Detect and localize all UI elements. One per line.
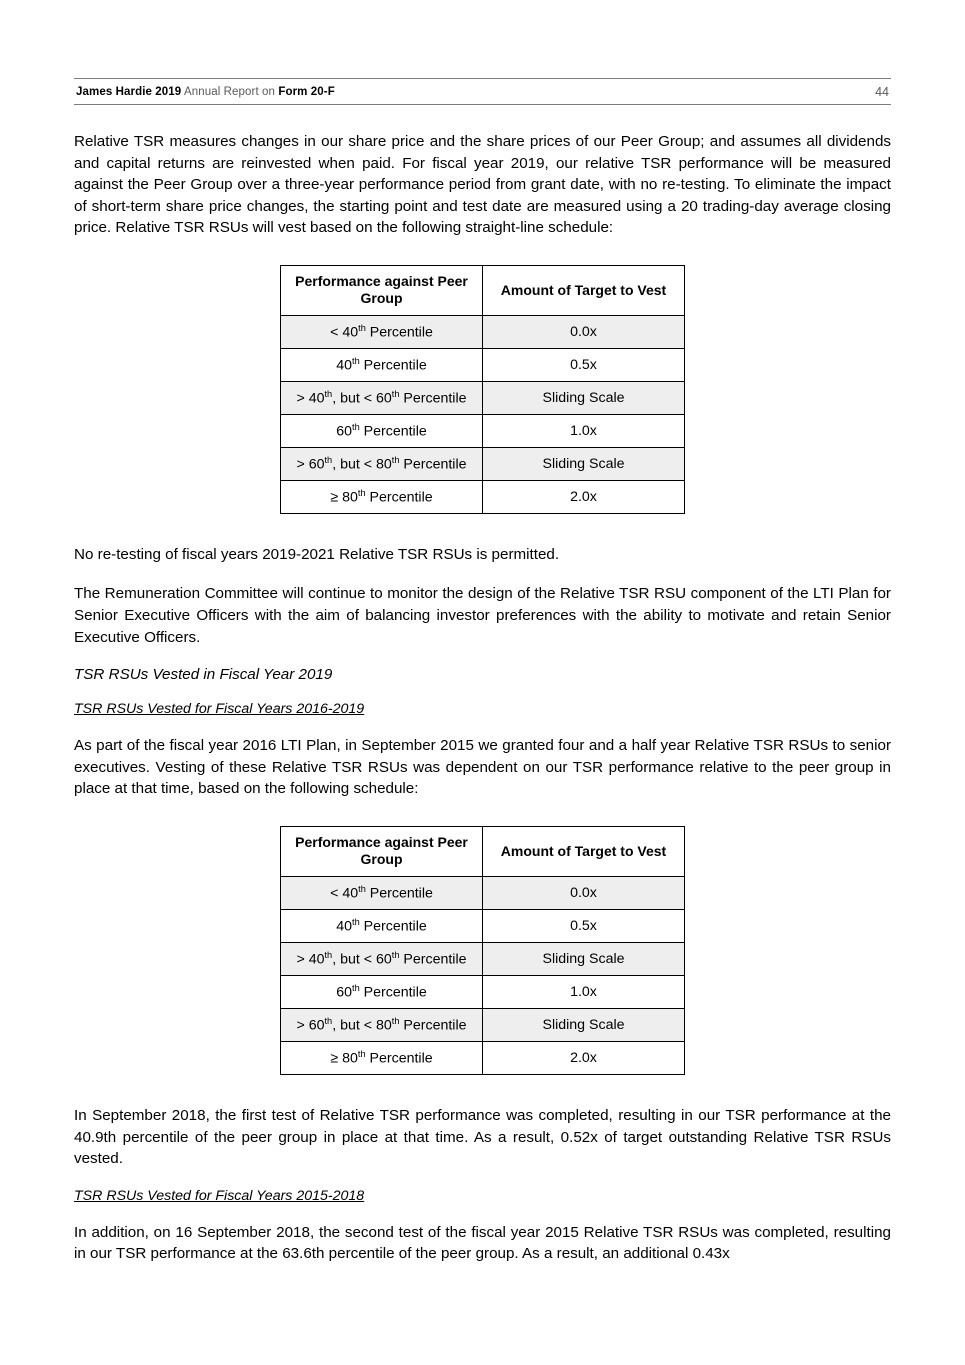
header-document-title	[76, 86, 335, 98]
table-row	[281, 975, 685, 1008]
table-row	[281, 447, 685, 480]
table-row	[281, 414, 685, 447]
cell-vest-amount: 0.0x	[483, 315, 685, 348]
cell-performance: < 40th Percentile	[281, 315, 483, 348]
subheading-vested-2016-2019: TSR RSUs Vested for Fiscal Years 2016-2019	[74, 701, 365, 718]
cell-performance: 40th Percentile	[281, 909, 483, 942]
header-form-label: Form 20-F	[278, 86, 335, 98]
col-header-performance: Performance against Peer Group	[281, 265, 483, 315]
cell-performance: < 40th Percentile	[281, 876, 483, 909]
cell-performance: > 40th, but < 60th Percentile	[281, 381, 483, 414]
cell-performance: 60th Percentile	[281, 414, 483, 447]
table-header-row-group	[281, 826, 685, 876]
table-row	[281, 876, 685, 909]
cell-performance: > 40th, but < 60th Percentile	[281, 942, 483, 975]
page-header	[74, 78, 891, 105]
cell-vest-amount: 1.0x	[483, 414, 685, 447]
cell-vest-amount: Sliding Scale	[483, 942, 685, 975]
vesting-schedule-table-2	[280, 826, 685, 1075]
table-row	[281, 381, 685, 414]
cell-vest-amount: 0.0x	[483, 876, 685, 909]
paragraph-no-retesting: No re-testing of fiscal years 2019-2021 Relative TSR RSUs is permitted.	[74, 545, 560, 563]
paragraph-intro: Relative TSR measures changes in our share price and the share prices of our Peer Group; and assumes all dividends and capital returns are reinvested when paid. For fiscal year 2019, our relative TSR performance will be measured against the Peer Group over a three-year performance period from grant date, with no re-testing. To eliminate the impact of short-term share price changes, the starting point and test date are measured using a 20 trading-day average closing price. Relative TSR RSUs will vest based on the following straight-line schedule:	[74, 133, 891, 237]
vesting-schedule-table-1-wrap	[74, 265, 891, 514]
col-header-vest: Amount of Target to Vest	[483, 265, 685, 315]
vesting-schedule-table-1	[280, 265, 685, 514]
vesting-schedule-table-2-wrap	[74, 826, 891, 1075]
table-row	[281, 1041, 685, 1074]
cell-performance: > 60th, but < 80th Percentile	[281, 447, 483, 480]
table-header-row	[281, 265, 685, 315]
cell-performance: > 60th, but < 80th Percentile	[281, 1008, 483, 1041]
heading-tsr-rsus-vested-2019: TSR RSUs Vested in Fiscal Year 2019	[74, 666, 333, 684]
table-body	[281, 876, 685, 1074]
paragraph-second-test: In addition, on 16 September 2018, the second test of the fiscal year 2015 Relative TSR RSUs was completed, resulting in our TSR performance at the 63.6th percentile of the peer group. As a result, an additional 0.43x	[74, 1223, 891, 1263]
cell-performance: 40th Percentile	[281, 348, 483, 381]
cell-vest-amount: 0.5x	[483, 348, 685, 381]
table-body	[281, 315, 685, 513]
table-row	[281, 909, 685, 942]
paragraph-remuneration-committee: The Remuneration Committee will continue to monitor the design of the Relative TSR RSU component of the LTI Plan for Senior Executive Officers with the aim of balancing investor preferences with the ability to motivate and retain Senior Executive Officers.	[74, 585, 891, 646]
table-row	[281, 942, 685, 975]
cell-vest-amount: 2.0x	[483, 1041, 685, 1074]
header-brand-middle: Annual Report on	[181, 86, 279, 98]
paragraph-september-2018-test: In September 2018, the first test of Relative TSR performance was completed, resulting in our TSR performance at the 40.9th percentile of the peer group in place at that time. As a result, 0.52x of target outstanding Relative TSR RSUs vested.	[74, 1106, 891, 1168]
page-number: 44	[875, 85, 889, 99]
col-header-performance: Performance against Peer Group	[281, 826, 483, 876]
header-brand-year: James Hardie 2019	[76, 86, 182, 98]
cell-vest-amount: 1.0x	[483, 975, 685, 1008]
cell-performance: ≥ 80th Percentile	[281, 1041, 483, 1074]
table-header-row	[281, 826, 685, 876]
table-row	[281, 480, 685, 513]
cell-performance: 60th Percentile	[281, 975, 483, 1008]
cell-vest-amount: 0.5x	[483, 909, 685, 942]
cell-vest-amount: Sliding Scale	[483, 1008, 685, 1041]
cell-vest-amount: Sliding Scale	[483, 447, 685, 480]
table-header-row-group	[281, 265, 685, 315]
table-row	[281, 1008, 685, 1041]
cell-performance: ≥ 80th Percentile	[281, 480, 483, 513]
col-header-vest: Amount of Target to Vest	[483, 826, 685, 876]
subheading-vested-2015-2018: TSR RSUs Vested for Fiscal Years 2015-2018	[74, 1187, 365, 1204]
cell-vest-amount: 2.0x	[483, 480, 685, 513]
paragraph-fiscal-2016-lti: As part of the fiscal year 2016 LTI Plan, in September 2015 we granted four and a half year Relative TSR RSUs to senior executives. Vesting of these Relative TSR RSUs was dependent on our TSR performance relative to the peer group in place at that time, based on the following schedule:	[74, 737, 891, 798]
table-row	[281, 348, 685, 381]
table-row	[281, 315, 685, 348]
cell-vest-amount: Sliding Scale	[483, 381, 685, 414]
